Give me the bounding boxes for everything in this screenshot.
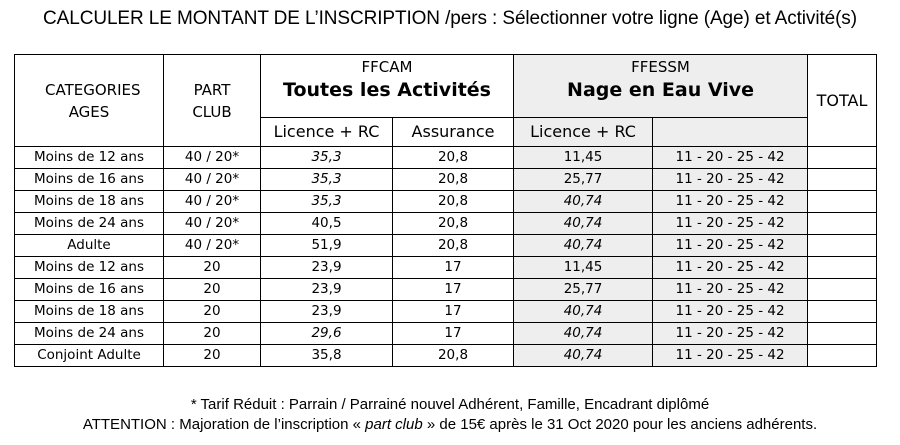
ffessm-activity: Nage en Eau Vive bbox=[567, 79, 754, 101]
cell-category: Conjoint Adulte bbox=[15, 345, 164, 367]
cell-part-club: 40 / 20* bbox=[164, 169, 261, 191]
table-row bbox=[15, 213, 877, 235]
cell-category: Moins de 18 ans bbox=[15, 191, 164, 213]
table-row bbox=[15, 345, 877, 367]
cell-part-club: 20 bbox=[164, 301, 261, 323]
cell-category: Moins de 12 ans bbox=[15, 257, 164, 279]
cell-category: Adulte bbox=[15, 235, 164, 257]
cell-ffcam-licence: 35,8 bbox=[261, 345, 393, 367]
cell-ffessm-assurances: 11 - 20 - 25 - 42 bbox=[653, 301, 808, 323]
cell-ffessm-licence: 40,74 bbox=[514, 213, 653, 235]
cell-category: Moins de 24 ans bbox=[15, 213, 164, 235]
table-row bbox=[15, 191, 877, 213]
cell-total[interactable] bbox=[808, 235, 877, 257]
cell-ffcam-licence: 23,9 bbox=[261, 301, 393, 323]
header-part-club: PART CLUB bbox=[164, 55, 261, 147]
cell-ffessm-licence: 25,77 bbox=[514, 169, 653, 191]
cell-part-club: 40 / 20* bbox=[164, 213, 261, 235]
cell-ffessm-assurances: 11 - 20 - 25 - 42 bbox=[653, 191, 808, 213]
header-ffessm bbox=[514, 55, 808, 118]
table-row bbox=[15, 323, 877, 345]
cell-ffessm-licence: 40,74 bbox=[514, 345, 653, 367]
cell-part-club: 40 / 20* bbox=[164, 191, 261, 213]
cell-ffcam-licence: 35,3 bbox=[261, 147, 393, 169]
cell-ffcam-assurance: 20,8 bbox=[393, 169, 514, 191]
cell-ffessm-assurances: 11 - 20 - 25 - 42 bbox=[653, 147, 808, 169]
table-row bbox=[15, 147, 877, 169]
table-row bbox=[15, 257, 877, 279]
cell-ffessm-assurances: 11 - 20 - 25 - 42 bbox=[653, 279, 808, 301]
cell-ffessm-assurances: 11 - 20 - 25 - 42 bbox=[653, 345, 808, 367]
cell-total[interactable] bbox=[808, 279, 877, 301]
cell-ffcam-assurance: 17 bbox=[393, 279, 514, 301]
cell-category: Moins de 12 ans bbox=[15, 147, 164, 169]
cell-total[interactable] bbox=[808, 257, 877, 279]
cell-ffcam-assurance: 20,8 bbox=[393, 213, 514, 235]
cell-ffessm-assurances: 11 - 20 - 25 - 42 bbox=[653, 235, 808, 257]
cell-total[interactable] bbox=[808, 169, 877, 191]
warning-emphasis: part club bbox=[365, 416, 423, 433]
cell-ffcam-assurance: 20,8 bbox=[393, 147, 514, 169]
cell-ffessm-licence: 40,74 bbox=[514, 301, 653, 323]
tarifs-table bbox=[14, 54, 877, 367]
cell-total[interactable] bbox=[808, 147, 877, 169]
cell-ffcam-assurance: 17 bbox=[393, 257, 514, 279]
cell-ffcam-licence: 51,9 bbox=[261, 235, 393, 257]
cell-ffcam-licence: 29,6 bbox=[261, 323, 393, 345]
cell-category: Moins de 16 ans bbox=[15, 169, 164, 191]
footnote-warning bbox=[0, 416, 900, 433]
cell-ffcam-licence: 35,3 bbox=[261, 191, 393, 213]
cell-total[interactable] bbox=[808, 213, 877, 235]
cell-ffcam-assurance: 20,8 bbox=[393, 191, 514, 213]
header-ffcam-assurance: Assurance bbox=[393, 118, 514, 147]
cell-ffessm-licence: 40,74 bbox=[514, 191, 653, 213]
cell-ffessm-assurances: 11 - 20 - 25 - 42 bbox=[653, 169, 808, 191]
cell-part-club: 20 bbox=[164, 257, 261, 279]
cell-ffcam-licence: 40,5 bbox=[261, 213, 393, 235]
cell-ffessm-licence: 40,74 bbox=[514, 235, 653, 257]
cell-ffessm-assurances: 11 - 20 - 25 - 42 bbox=[653, 323, 808, 345]
header-categories: CATEGORIES AGES bbox=[15, 55, 164, 147]
cell-total[interactable] bbox=[808, 323, 877, 345]
ffessm-federation: FFESSM bbox=[631, 58, 690, 76]
ffcam-federation: FFCAM bbox=[361, 58, 413, 76]
warning-suffix: » de 15€ après le 31 Oct 2020 pour les anciens adhérents. bbox=[422, 416, 818, 433]
table-row bbox=[15, 169, 877, 191]
cell-total[interactable] bbox=[808, 345, 877, 367]
page-title: CALCULER LE MONTANT DE L’INSCRIPTION /pers : Sélectionner votre ligne (Age) et Activité(s) bbox=[43, 8, 857, 29]
cell-ffessm-assurances: 11 - 20 - 25 - 42 bbox=[653, 213, 808, 235]
cell-part-club: 20 bbox=[164, 279, 261, 301]
header-total: TOTAL bbox=[808, 55, 877, 147]
cell-ffcam-licence: 35,3 bbox=[261, 169, 393, 191]
cell-ffessm-licence: 11,45 bbox=[514, 257, 653, 279]
cell-part-club: 20 bbox=[164, 323, 261, 345]
table-row bbox=[15, 235, 877, 257]
cell-ffcam-assurance: 20,8 bbox=[393, 235, 514, 257]
cell-part-club: 40 / 20* bbox=[164, 235, 261, 257]
cell-ffcam-licence: 23,9 bbox=[261, 279, 393, 301]
cell-ffessm-licence: 25,77 bbox=[514, 279, 653, 301]
cell-ffessm-licence: 11,45 bbox=[514, 147, 653, 169]
cell-ffessm-assurances: 11 - 20 - 25 - 42 bbox=[653, 257, 808, 279]
footnote-reduced-rate: * Tarif Réduit : Parrain / Parrainé nouvel Adhérent, Famille, Encadrant diplômé bbox=[190, 396, 710, 413]
cell-ffcam-assurance: 20,8 bbox=[393, 345, 514, 367]
warning-prefix: ATTENTION : Majoration de l’inscription « bbox=[82, 416, 366, 433]
cell-ffcam-licence: 23,9 bbox=[261, 257, 393, 279]
cell-ffcam-assurance: 17 bbox=[393, 301, 514, 323]
cell-ffcam-assurance: 17 bbox=[393, 323, 514, 345]
cell-category: Moins de 16 ans bbox=[15, 279, 164, 301]
cell-category: Moins de 24 ans bbox=[15, 323, 164, 345]
table-row bbox=[15, 279, 877, 301]
header-ffcam-licence: Licence + RC bbox=[261, 118, 393, 147]
header-ffcam bbox=[261, 55, 514, 118]
ffcam-activity: Toutes les Activités bbox=[283, 79, 491, 101]
cell-total[interactable] bbox=[808, 301, 877, 323]
cell-ffessm-licence: 40,74 bbox=[514, 323, 653, 345]
cell-part-club: 40 / 20* bbox=[164, 147, 261, 169]
cell-total[interactable] bbox=[808, 191, 877, 213]
header-ffessm-licence: Licence + RC bbox=[514, 118, 653, 147]
cell-part-club: 20 bbox=[164, 345, 261, 367]
table-row bbox=[15, 301, 877, 323]
cell-category: Moins de 18 ans bbox=[15, 301, 164, 323]
header-ffessm-assurances bbox=[653, 118, 808, 147]
